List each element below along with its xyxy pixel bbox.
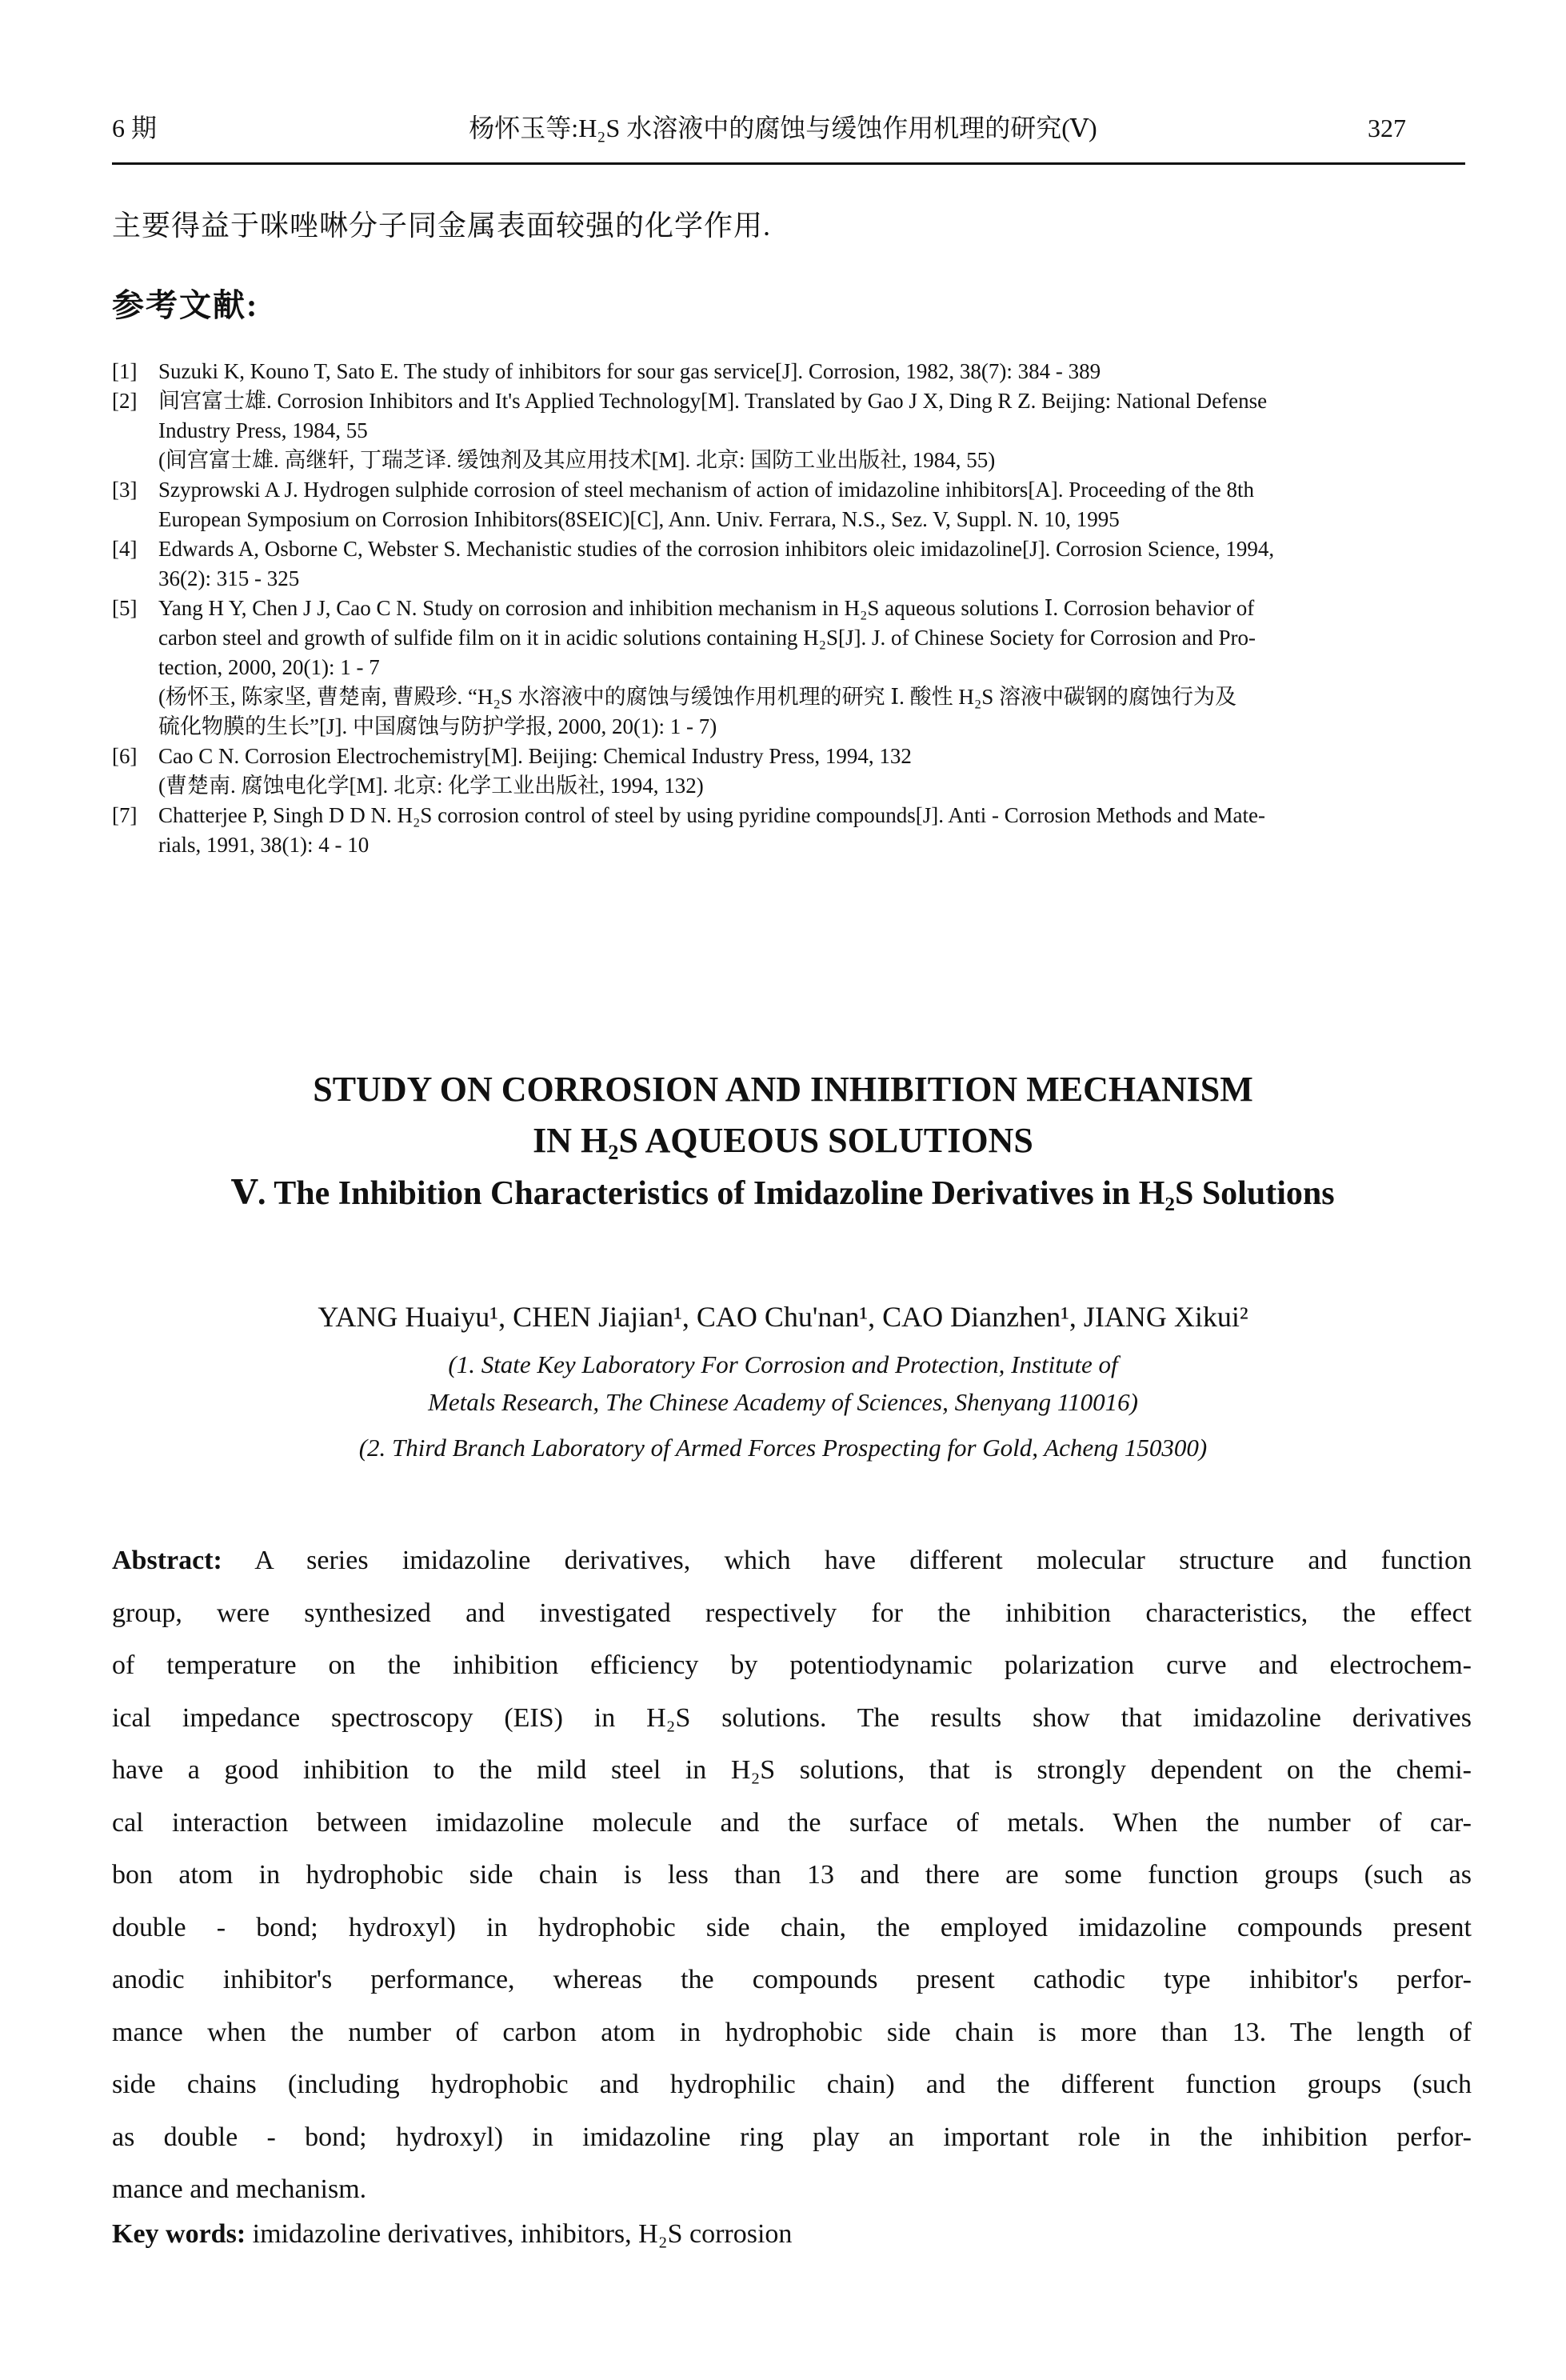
english-subtitle: Ⅴ. The Inhibition Characteristics of Imidazoline Derivatives in H₂S Solutions: [231, 1175, 1335, 1212]
reference-number: [6]: [112, 744, 138, 768]
reference-text: Szyprowski A J. Hydrogen sulphide corrosion of steel mechanism of action of imidazoline inhibitors[A]. Proceeding of the 8th: [158, 478, 1254, 502]
affiliation-1-line-2: [0, 1385, 1566, 1420]
reference-number: [5]: [112, 596, 138, 620]
reference-text: carbon steel and growth of sulfide film on it in acidic solutions containing H₂S[J]. J. of Chinese Society for Corrosion and Pro-: [158, 626, 1256, 650]
body-text-chinese: 主要得益于咪唑啉分子同金属表面较强的化学作用.: [112, 210, 772, 242]
reference-text: Cao C N. Corrosion Electrochemistry[M]. Beijing: Chemical Industry Press, 1994, 132: [158, 744, 912, 768]
reference-text: (间宫富士雄. 高继轩, 丁瑞芝译. 缓蚀剂及其应用技术[M]. 北京: 国防工业出版社, 1984, 55): [158, 448, 996, 472]
abstract-line: of temperature on the inhibition efficiency by potentiodynamic polarization curve and electrochem-: [112, 1650, 1472, 1680]
abstract-line: [112, 1534, 1472, 1587]
reference-number: [3]: [112, 478, 138, 502]
references-heading: 参考文献:: [112, 287, 259, 323]
reference-item: [112, 386, 1472, 475]
abstract-line: bon atom in hydrophobic side chain is less than 13 and there are some function groups (such as: [112, 1860, 1472, 1890]
keywords: [112, 2217, 792, 2252]
reference-text: tection, 2000, 20(1): 1 - 7: [158, 655, 380, 679]
abstract: [112, 1534, 1472, 2216]
affiliation-1-line-1: [0, 1347, 1566, 1382]
abstract-text: A series imidazoline derivatives, which have different molecular structure and function: [222, 1546, 1472, 1575]
abstract-line: group, were synthesized and investigated respectively for the inhibition characteristics, the effect: [112, 1598, 1472, 1628]
abstract-line: cal interaction between imidazoline molecule and the surface of metals. When the number of car-: [112, 1807, 1472, 1838]
english-title-line-1: STUDY ON CORROSION AND INHIBITION MECHANISM: [313, 1070, 1253, 1109]
abstract-label: Abstract:: [112, 1546, 222, 1575]
reference-item: [112, 475, 1472, 534]
reference-text: Industry Press, 1984, 55: [158, 418, 368, 442]
affiliation-text: (2. Third Branch Laboratory of Armed Forces Prospecting for Gold, Acheng 150300): [358, 1434, 1208, 1462]
abstract-line: double - bond; hydroxyl) in hydrophobic side chain, the employed imidazoline compounds present: [112, 1912, 1472, 1942]
keywords-text: imidazoline derivatives, inhibitors, H₂S corrosion: [246, 2219, 793, 2249]
reference-text: (曹楚南. 腐蚀电化学[M]. 北京: 化学工业出版社, 1994, 132): [158, 774, 704, 798]
reference-text: Suzuki K, Kouno T, Sato E. The study of inhibitors for sour gas service[J]. Corrosion, 1982, 38(7): 384 - 389: [158, 359, 1101, 383]
abstract-line: mance and mechanism.: [112, 2174, 367, 2204]
reference-item: [112, 594, 1472, 742]
abstract-line: anodic inhibitor's performance, whereas the compounds present cathodic type inhibitor's perfor-: [112, 1965, 1472, 1994]
abstract-line: have a good inhibition to the mild steel in H₂S solutions, that is strongly dependent on the chemi-: [112, 1755, 1472, 1785]
reference-text: 间宫富士雄. Corrosion Inhibitors and It's Applied Technology[M]. Translated by Gao J X, Ding R Z. Beijing: National Defense: [158, 389, 1268, 413]
reference-item: [112, 534, 1472, 594]
author-list: YANG Huaiyu¹, CHEN Jiajian¹, CAO Chu'nan¹, CAO Dianzhen¹, JIANG Xikui²: [318, 1301, 1248, 1333]
affiliation-2: [0, 1430, 1566, 1466]
reference-number: [4]: [112, 537, 138, 561]
reference-text: 硫化物膜的生长”[J]. 中国腐蚀与防护学报, 2000, 20(1): 1 - 7): [158, 714, 717, 738]
reference-text: Edwards A, Osborne C, Webster S. Mechanistic studies of the corrosion inhibitors oleic imidazoline[J]. Corrosion Science, 1994,: [158, 537, 1275, 561]
reference-list: [112, 357, 1472, 860]
reference-item: [112, 801, 1472, 860]
affiliation-text: (1. State Key Laboratory For Corrosion and Protection, Institute of: [448, 1350, 1118, 1378]
abstract-line: as double - bond; hydroxyl) in imidazoline ring play an important role in the inhibition perfor-: [112, 2122, 1472, 2152]
running-title: 杨怀玉等:H₂S 水溶液中的腐蚀与缓蚀作用机理的研究(Ⅴ): [469, 114, 1097, 142]
reference-text: Chatterjee P, Singh D D N. H₂S corrosion control of steel by using pyridine compounds[J]. Anti - Corrosion Methods and Mate-: [158, 803, 1266, 827]
reference-item: [112, 742, 1472, 801]
reference-text: 36(2): 315 - 325: [158, 566, 300, 590]
issue-number: 6 期: [112, 114, 158, 142]
reference-text: rials, 1991, 38(1): 4 - 10: [158, 833, 370, 857]
reference-text: (杨怀玉, 陈家坚, 曹楚南, 曹殿珍. “H₂S 水溶液中的腐蚀与缓蚀作用机理的研究 Ⅰ. 酸性 H₂S 溶液中碳钢的腐蚀行为及: [158, 685, 1236, 709]
abstract-line: ical impedance spectroscopy (EIS) in H₂S solutions. The results show that imidazoline derivatives: [112, 1702, 1472, 1733]
header-rule: [112, 162, 1465, 165]
abstract-line: side chains (including hydrophobic and hydrophilic chain) and the different function groups (such: [112, 2070, 1472, 2099]
reference-item: [112, 357, 1472, 386]
reference-number: [1]: [112, 359, 138, 383]
page-number: 327: [1368, 114, 1406, 142]
english-title-line-2: IN H₂S AQUEOUS SOLUTIONS: [533, 1121, 1033, 1160]
keywords-label: Key words:: [112, 2219, 246, 2249]
english-title-block: [0, 1064, 1566, 1219]
abstract-line: mance when the number of carbon atom in hydrophobic side chain is more than 13. The length of: [112, 2017, 1472, 2047]
reference-text: Yang H Y, Chen J J, Cao C N. Study on corrosion and inhibition mechanism in H₂S aqueous solutions Ⅰ. Corrosion behavior of: [158, 596, 1255, 620]
reference-number: [7]: [112, 803, 138, 827]
reference-text: European Symposium on Corrosion Inhibitors(8SEIC)[C], Ann. Univ. Ferrara, N.S., Sez. V, Suppl. N. 10, 1995: [158, 507, 1120, 531]
reference-number: [2]: [112, 389, 138, 413]
affiliation-text: Metals Research, The Chinese Academy of Sciences, Shenyang 110016): [428, 1388, 1138, 1416]
